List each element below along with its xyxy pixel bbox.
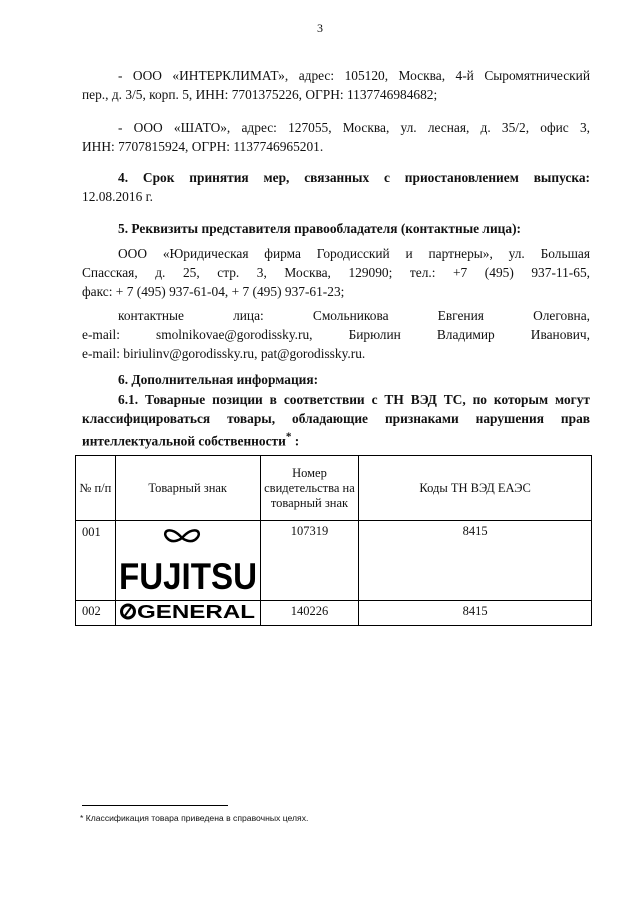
- paragraph-contacts: [82, 306, 590, 363]
- footnote-separator: [82, 805, 228, 806]
- general-logo: [116, 601, 260, 622]
- section-6-1: [82, 390, 590, 450]
- fujitsu-wordmark: FUJITSU: [118, 556, 257, 596]
- paragraph-interklimat: [82, 66, 590, 104]
- header-number: № п/п: [76, 456, 116, 521]
- header-codes: Коды ТН ВЭД ЕАЭС: [359, 456, 592, 521]
- text-line: Спасская, д. 25, стр. 3, Москва, 129090; тел.: +7 (495) 937-11-65,: [82, 265, 590, 280]
- paragraph-shato: [82, 118, 590, 156]
- infinity-symbol: [165, 530, 199, 541]
- text-line-end: интеллектуальной собственности: [82, 433, 286, 449]
- text-line: факс: + 7 (495) 937-61-04, + 7 (495) 937-61-23;: [82, 284, 345, 299]
- text-line: 6. Дополнительная информация:: [118, 372, 319, 387]
- text-line: 12.08.2016 г.: [82, 189, 153, 204]
- text-line: 4. Срок принятия мер, связанных с приостановлением выпуска:: [118, 170, 590, 185]
- text-line: контактные лица: Смольникова Евгения Олеговна,: [118, 308, 590, 323]
- row-number: 001: [76, 521, 116, 601]
- header-trademark: Товарный знак: [115, 456, 260, 521]
- header-certificate: Номер свидетельства на товарный знак: [260, 456, 359, 521]
- text-line: ООО «Юридическая фирма Городисский и партнеры», ул. Большая: [118, 246, 590, 261]
- row-number: 002: [76, 601, 116, 626]
- trademark-table: [75, 455, 592, 626]
- paragraph-deadline: [82, 168, 590, 206]
- text-line: 5. Реквизиты представителя правообладателя (контактные лица):: [118, 221, 521, 236]
- text-line: - ООО «ШАТО», адрес: 127055, Москва, ул. лесная, д. 35/2, офис 3,: [118, 120, 590, 135]
- fujitsu-logo: [116, 521, 260, 596]
- trademark-cell: [115, 601, 260, 626]
- section-5-heading: [82, 219, 590, 238]
- footnote-mark: *: [285, 431, 292, 443]
- code-cell: 8415: [359, 521, 592, 601]
- text-line: пер., д. 3/5, корп. 5, ИНН: 7701375226, ОГРН: 1137746984682;: [82, 87, 438, 102]
- footnote: * Классификация товара приведена в справочных целях.: [80, 813, 309, 823]
- text-line: e-mail: smolnikovae@gorodissky.ru, Бирюлин Владимир Иванович,: [82, 327, 590, 342]
- certificate-cell: 140226: [260, 601, 359, 626]
- text-line: e-mail: biriulinv@gorodissky.ru, pat@gorodissky.ru.: [82, 346, 366, 361]
- table-header-row: [76, 456, 592, 521]
- paragraph-firm: [82, 244, 590, 301]
- text-line: ИНН: 7707815924, ОГРН: 1137746965201.: [82, 139, 324, 154]
- section-6-heading: [82, 370, 590, 389]
- text-line: классифицироваться товары, обладающие признаками нарушения прав: [82, 411, 590, 426]
- trademark-cell: [115, 521, 260, 601]
- certificate-cell: 107319: [260, 521, 359, 601]
- text-line: 6.1. Товарные позиции в соответствии с ТН ВЭД ТС, по которым могут: [118, 392, 590, 407]
- page-number: 3: [317, 21, 323, 35]
- table-row: [76, 601, 592, 626]
- table-row: [76, 521, 592, 601]
- general-wordmark: GENERAL: [136, 602, 255, 622]
- text-line: - ООО «ИНТЕРКЛИМАТ», адрес: 105120, Москва, 4-й Сыромятнический: [118, 68, 590, 83]
- code-cell: 8415: [359, 601, 592, 626]
- text-line: интеллектуальной собственности* :: [82, 431, 300, 449]
